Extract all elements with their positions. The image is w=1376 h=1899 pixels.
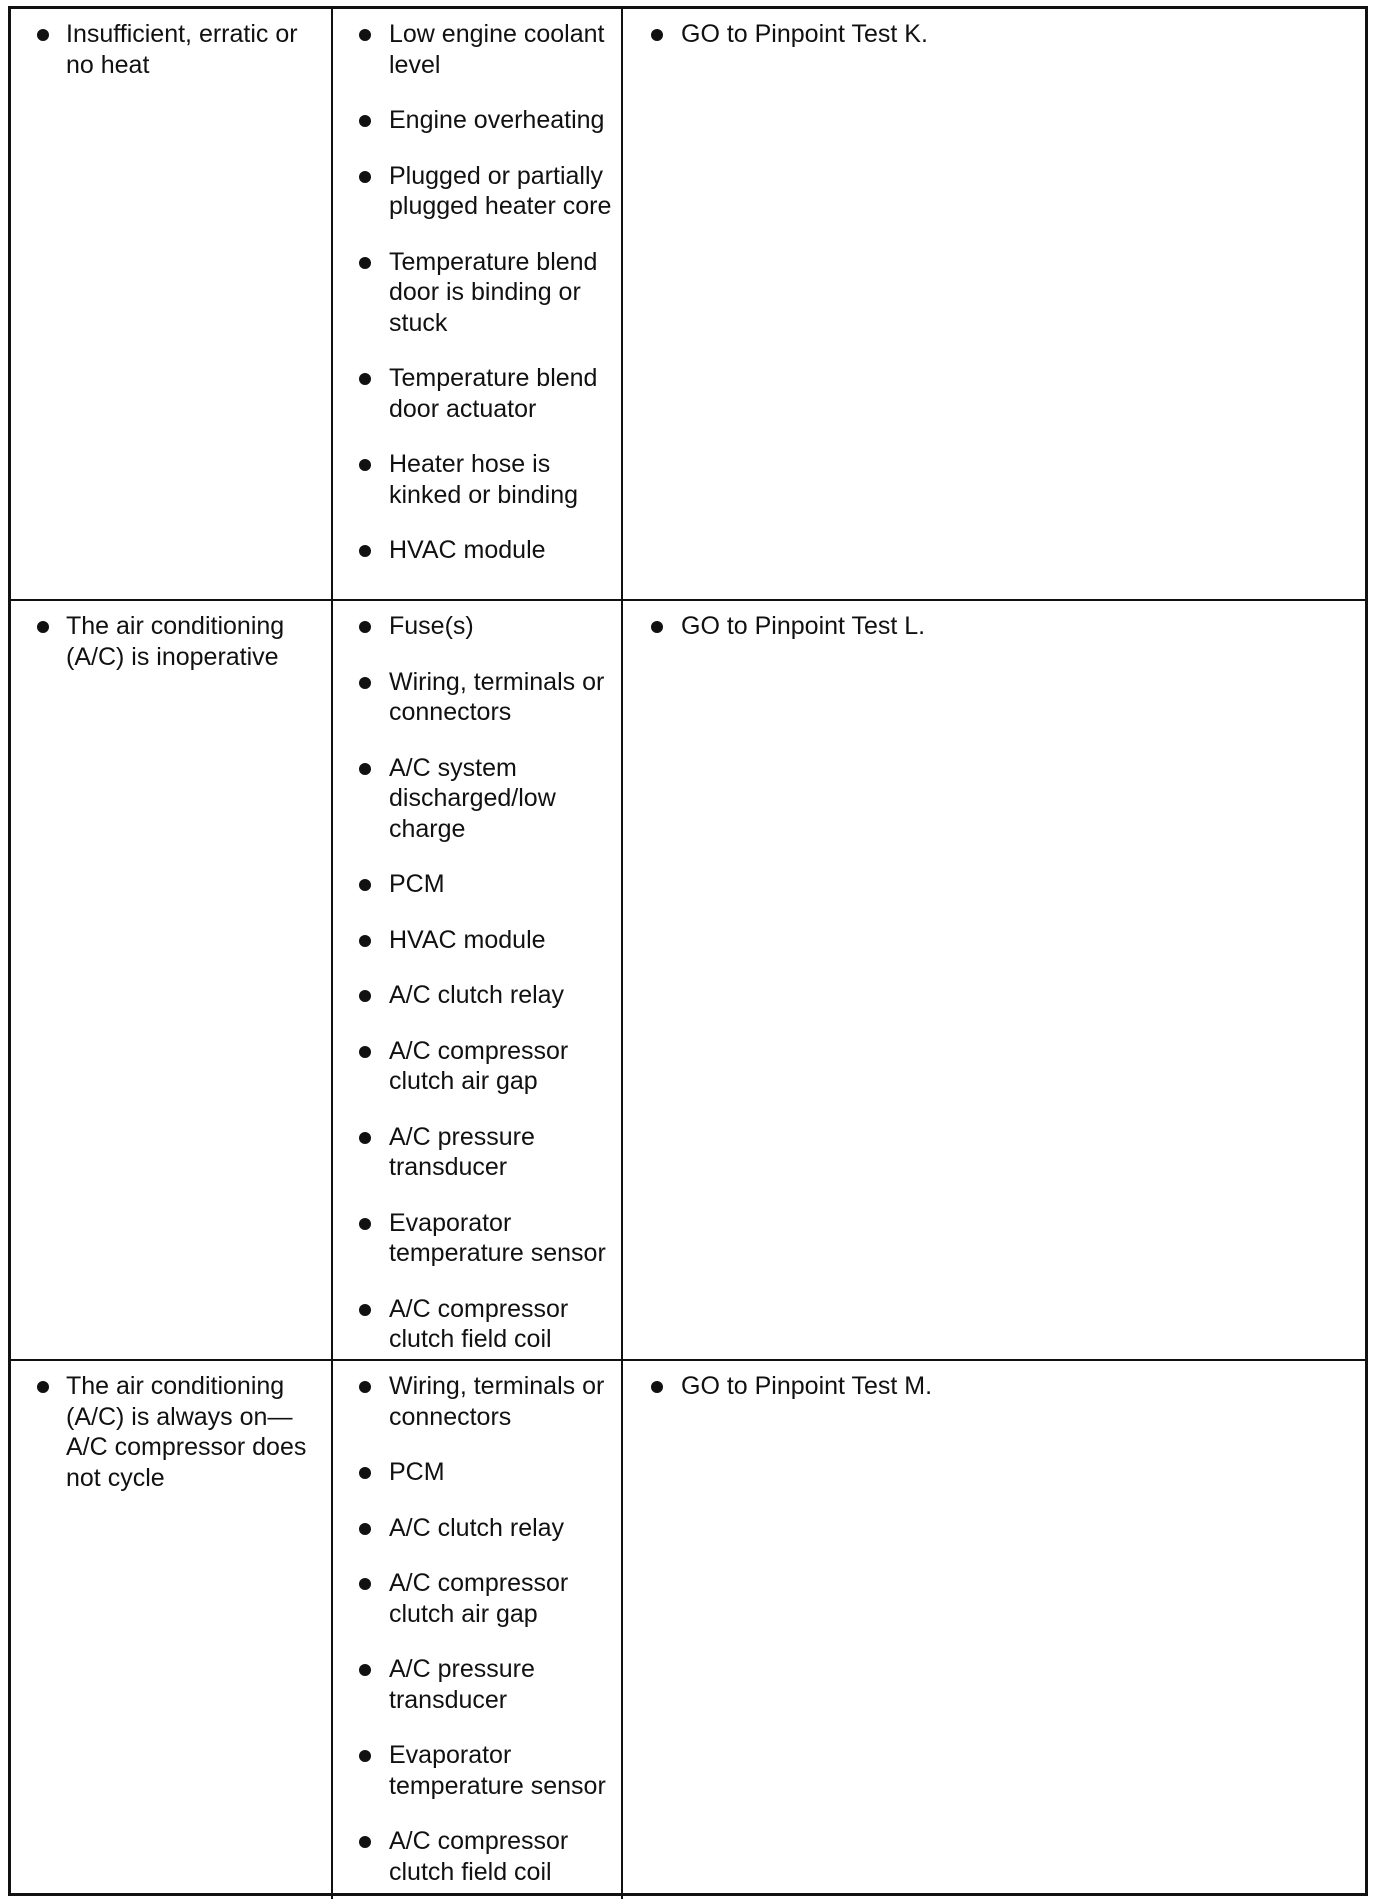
- cause-item: Temperature blend door actuator: [333, 363, 617, 424]
- cause-item: A/C pressure transducer: [333, 1122, 617, 1183]
- cause-item: PCM: [333, 869, 617, 900]
- symptom-text: The air conditioning (A/C) is always on—A/C compressor does not cycle: [11, 1371, 321, 1493]
- cause-item: Wiring, terminals or connectors: [333, 667, 617, 728]
- table-row: [11, 1359, 1365, 1899]
- cause-item: Heater hose is kinked or binding: [333, 449, 617, 510]
- table-row: [11, 599, 1365, 1359]
- action-cell: [621, 601, 1365, 1359]
- cause-item: A/C clutch relay: [333, 1513, 617, 1544]
- cause-item: Fuse(s): [333, 611, 617, 642]
- cause-item: A/C compressor clutch air gap: [333, 1568, 617, 1629]
- action-text: GO to Pinpoint Test K.: [623, 19, 1365, 50]
- symptom-chart-table: [8, 6, 1368, 1896]
- cause-item: A/C compressor clutch field coil: [333, 1826, 617, 1887]
- cause-item: A/C compressor clutch field coil: [333, 1294, 617, 1355]
- table-row: [11, 9, 1365, 599]
- action-cell: [621, 1361, 1365, 1899]
- cause-item: Plugged or partially plugged heater core: [333, 161, 617, 222]
- cause-item: Low engine coolant level: [333, 19, 617, 80]
- symptom-cell: [11, 9, 331, 599]
- symptom-text: Insufficient, erratic or no heat: [11, 19, 321, 80]
- cause-item: Evaporator temperature sensor: [333, 1740, 617, 1801]
- cause-item: Wiring, terminals or connectors: [333, 1371, 617, 1432]
- possible-source-cell: [331, 601, 621, 1359]
- possible-source-cell: [331, 9, 621, 599]
- symptom-cell: [11, 1361, 331, 1899]
- action-text: GO to Pinpoint Test M.: [623, 1371, 1365, 1402]
- cause-item: HVAC module: [333, 925, 617, 956]
- cause-item: HVAC module: [333, 535, 617, 566]
- cause-item: A/C compressor clutch air gap: [333, 1036, 617, 1097]
- action-cell: [621, 9, 1365, 599]
- symptom-cell: [11, 601, 331, 1359]
- cause-item: Engine overheating: [333, 105, 617, 136]
- cause-item: A/C clutch relay: [333, 980, 617, 1011]
- symptom-text: The air conditioning (A/C) is inoperative: [11, 611, 321, 672]
- cause-item: A/C pressure transducer: [333, 1654, 617, 1715]
- cause-item: PCM: [333, 1457, 617, 1488]
- cause-item: Evaporator temperature sensor: [333, 1208, 617, 1269]
- possible-source-cell: [331, 1361, 621, 1899]
- action-text: GO to Pinpoint Test L.: [623, 611, 1365, 642]
- cause-item: A/C system discharged/low charge: [333, 753, 617, 845]
- cause-item: Temperature blend door is binding or stuck: [333, 247, 617, 339]
